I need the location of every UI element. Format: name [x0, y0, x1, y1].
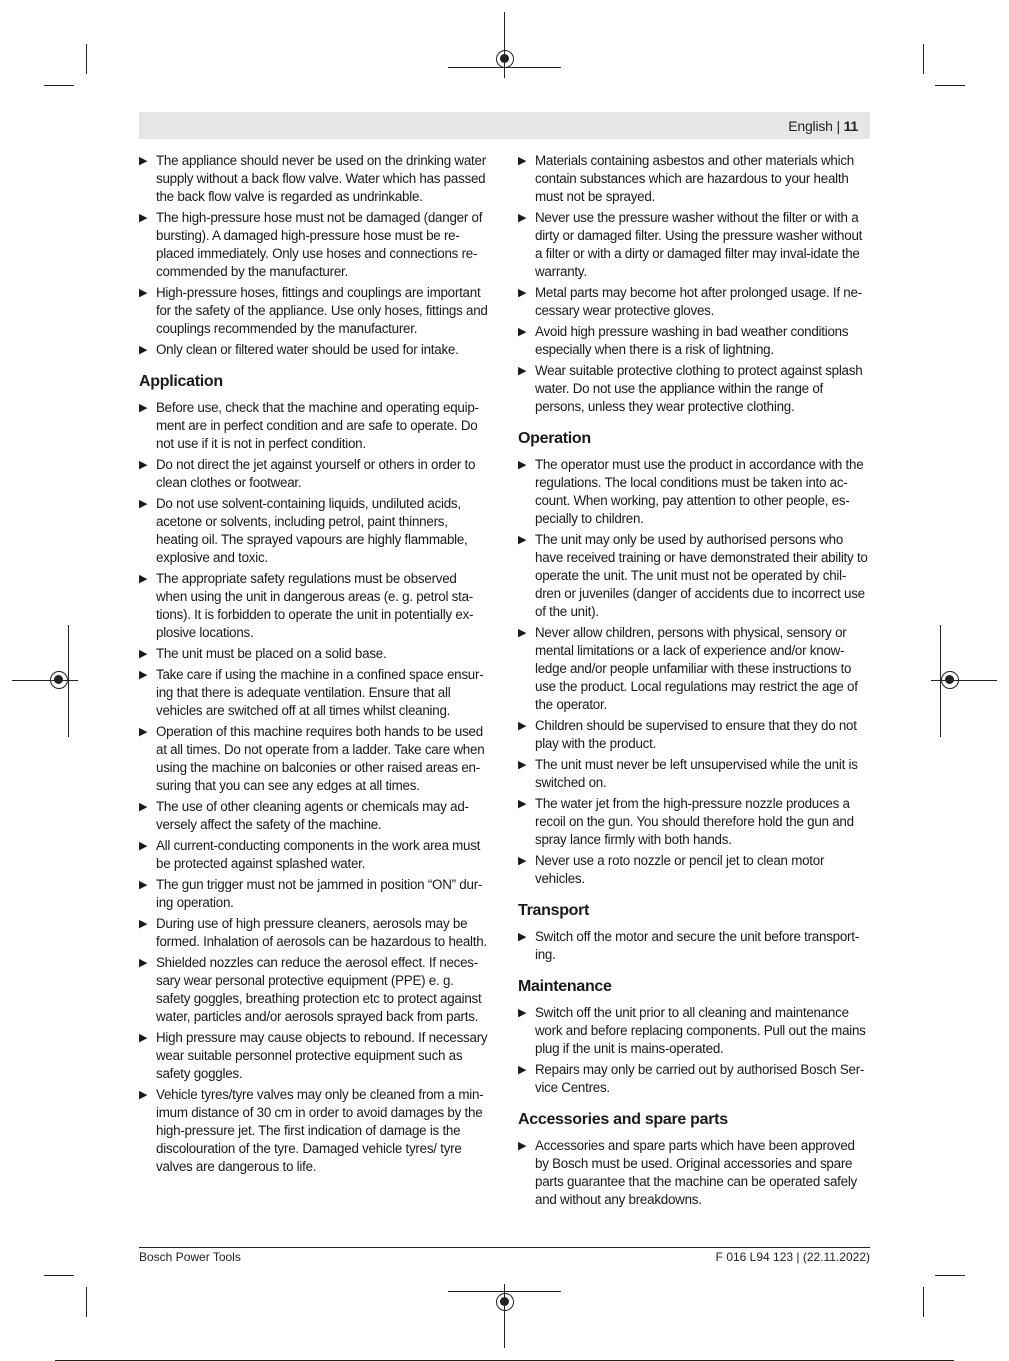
list-item — [139, 570, 491, 642]
list-item — [139, 666, 491, 720]
list-item — [518, 456, 870, 528]
list-item-text: Wear suitable protective clothing to protect against splash water. Do not use the appliance within the range of persons, unless they wear protective clothing. — [535, 363, 863, 414]
bullet-triangle-icon: ▶ — [139, 801, 148, 813]
accessories-heading: Accessories and spare parts — [518, 1111, 728, 1128]
list-item-text: Do not direct the jet against yourself or others in order to clean clothes or footwear. — [156, 457, 476, 490]
registration-mark-bottom-icon — [496, 1293, 514, 1311]
right-column — [518, 152, 870, 1212]
bullet-triangle-icon: ▶ — [518, 1007, 527, 1019]
application-heading: Application — [139, 373, 223, 390]
bullet-triangle-icon: ▶ — [518, 720, 527, 732]
bullet-triangle-icon: ▶ — [518, 365, 527, 377]
right-intro-list — [518, 152, 870, 416]
footer-rule — [139, 1247, 870, 1248]
list-item — [518, 756, 870, 792]
list-item-text: The appropriate safety regulations must be observed when using the unit in dangerous areas (e. g. petrol sta-tions). It is forbidden to operate the unit in potentially ex-plosive locations. — [156, 571, 474, 640]
operation-list — [518, 456, 870, 888]
list-item — [139, 645, 491, 663]
list-item-text: All current-conducting components in the work area must be protected against splashed water. — [156, 838, 481, 871]
list-item-text: The unit must never be left unsupervised while the unit is switched on. — [535, 757, 858, 790]
list-item-text: The water jet from the high-pressure nozzle produces a recoil on the gun. You should therefore hold the gun and spray lance firmly with both hands. — [535, 796, 854, 847]
list-item — [518, 795, 870, 849]
bullet-triangle-icon: ▶ — [139, 669, 148, 681]
list-item-text: The use of other cleaning agents or chemicals may ad-versely affect the safety of the machine. — [156, 799, 469, 832]
list-item-text: Avoid high pressure washing in bad weather conditions especially when there is a risk of lightning. — [535, 324, 849, 357]
list-item — [518, 1137, 870, 1209]
bullet-triangle-icon: ▶ — [518, 287, 527, 299]
list-item — [139, 399, 491, 453]
bullet-triangle-icon: ▶ — [139, 1032, 148, 1044]
application-list — [139, 399, 491, 1176]
list-item — [518, 531, 870, 621]
list-item-text: Switch off the motor and secure the unit before transport-ing. — [535, 929, 859, 962]
list-item-text: Operation of this machine requires both hands to be used at all times. Do not operate from a ladder. Take care when using the machine on balconies or other raised areas en-suring that you can see any edges at all times. — [156, 724, 485, 793]
list-item — [518, 1004, 870, 1058]
list-item — [518, 852, 870, 888]
list-item — [139, 1029, 491, 1083]
list-item-text: The unit may only be used by authorised persons who have received training or have demonstrated their ability to operate the unit. The unit must not be operated by chil-dren or juveniles (danger of accidents due to incorrect use of the unit). — [535, 532, 868, 619]
footer-brand: Bosch Power Tools — [139, 1250, 241, 1264]
registration-mark-top-icon — [496, 50, 514, 68]
bullet-triangle-icon: ▶ — [518, 155, 527, 167]
list-item — [139, 915, 491, 951]
list-item-text: Never use the pressure washer without the filter or with a dirty or damaged filter. Using the pressure washer without a filter or with a dirty or damaged filter may inval-idate the warranty. — [535, 210, 863, 279]
page-header — [139, 112, 870, 139]
list-item — [139, 209, 491, 281]
left-intro-list — [139, 152, 491, 359]
list-item — [139, 798, 491, 834]
list-item-text: Before use, check that the machine and operating equip-ment are in perfect condition and are safe to operate. Do not use if it is not in perfect condition. — [156, 400, 479, 451]
bullet-triangle-icon: ▶ — [518, 627, 527, 639]
transport-heading: Transport — [518, 902, 590, 919]
header-separator: | — [836, 118, 840, 134]
list-item — [139, 954, 491, 1026]
list-item-text: Children should be supervised to ensure that they do not play with the product. — [535, 718, 857, 751]
left-column — [139, 152, 491, 1179]
bullet-triangle-icon: ▶ — [139, 344, 148, 356]
list-item — [139, 1086, 491, 1176]
list-item — [518, 717, 870, 753]
list-item — [518, 928, 870, 964]
list-item-text: Accessories and spare parts which have been approved by Bosch must be used. Original accessories and spare parts guarantee that the machine can be operated safely and without any breakdowns. — [535, 1138, 857, 1207]
bullet-triangle-icon: ▶ — [139, 957, 148, 969]
footer-doc-number: F 016 L94 123 | (22.11.2022) — [715, 1250, 870, 1264]
list-item — [518, 1061, 870, 1097]
accessories-list — [518, 1137, 870, 1209]
bullet-triangle-icon: ▶ — [518, 212, 527, 224]
list-item — [139, 456, 491, 492]
list-item — [139, 495, 491, 567]
list-item-text: Do not use solvent-containing liquids, undiluted acids, acetone or solvents, including petrol, paint thinners, heating oil. The sprayed vapours are highly flammable, explosive and toxic. — [156, 496, 468, 565]
bullet-triangle-icon: ▶ — [139, 1089, 148, 1101]
list-item — [139, 152, 491, 206]
bullet-triangle-icon: ▶ — [139, 459, 148, 471]
list-item — [139, 876, 491, 912]
list-item-text: High pressure may cause objects to rebound. If necessary wear suitable personnel protective equipment such as safety goggles. — [156, 1030, 488, 1081]
list-item-text: Take care if using the machine in a confined space ensur-ing that there is adequate ventilation. Ensure that all vehicles are switched off at all times whilst cleaning. — [156, 667, 484, 718]
list-item-text: Switch off the unit prior to all cleaning and maintenance work and before replacing components. Pull out the mains plug if the unit is mains-operated. — [535, 1005, 866, 1056]
list-item-text: The appliance should never be used on the drinking water supply without a back flow valve. Water which has passed the back flow valve is regarded as undrinkable. — [156, 153, 486, 204]
list-item — [139, 284, 491, 338]
list-item-text: During use of high pressure cleaners, aerosols may be formed. Inhalation of aerosols can be hazardous to health. — [156, 916, 487, 949]
bullet-triangle-icon: ▶ — [139, 648, 148, 660]
list-item — [518, 624, 870, 714]
bullet-triangle-icon: ▶ — [139, 155, 148, 167]
list-item-text: High-pressure hoses, fittings and couplings are important for the safety of the appliance. Use only hoses, fittings and couplings recommended by the manufacturer. — [156, 285, 488, 336]
list-item-text: Never allow children, persons with physical, sensory or mental limitations or a lack of experience and/or know-ledge and/or people unfamiliar with these instructions to use the product. Local regulations may restrict the age of the operator. — [535, 625, 858, 712]
bullet-triangle-icon: ▶ — [518, 326, 527, 338]
list-item — [139, 723, 491, 795]
bullet-triangle-icon: ▶ — [518, 1064, 527, 1076]
list-item-text: The operator must use the product in accordance with the regulations. The local conditions must be taken into ac-count. When working, pay attention to other people, es-pecially to children. — [535, 457, 864, 526]
list-item-text: Only clean or filtered water should be used for intake. — [156, 342, 459, 357]
bullet-triangle-icon: ▶ — [139, 573, 148, 585]
list-item-text: Metal parts may become hot after prolonged usage. If ne-cessary wear protective gloves. — [535, 285, 862, 318]
bullet-triangle-icon: ▶ — [139, 212, 148, 224]
list-item — [518, 323, 870, 359]
maintenance-list — [518, 1004, 870, 1097]
maintenance-heading: Maintenance — [518, 978, 612, 995]
list-item-text: Never use a roto nozzle or pencil jet to clean motor vehicles. — [535, 853, 825, 886]
list-item-text: The unit must be placed on a solid base. — [156, 646, 387, 661]
header-language: English — [788, 118, 833, 134]
bullet-triangle-icon: ▶ — [518, 534, 527, 546]
bullet-triangle-icon: ▶ — [518, 1140, 527, 1152]
list-item-text: The gun trigger must not be jammed in position “ON” dur-ing operation. — [156, 877, 483, 910]
page-number: 11 — [843, 118, 858, 134]
bullet-triangle-icon: ▶ — [139, 879, 148, 891]
bullet-triangle-icon: ▶ — [518, 798, 527, 810]
list-item — [518, 152, 870, 206]
list-item-text: Materials containing asbestos and other materials which contain substances which are hazardous to your health must not be sprayed. — [535, 153, 854, 204]
bullet-triangle-icon: ▶ — [139, 402, 148, 414]
bullet-triangle-icon: ▶ — [139, 726, 148, 738]
bullet-triangle-icon: ▶ — [139, 498, 148, 510]
bullet-triangle-icon: ▶ — [139, 918, 148, 930]
list-item — [139, 837, 491, 873]
bullet-triangle-icon: ▶ — [139, 840, 148, 852]
bullet-triangle-icon: ▶ — [139, 287, 148, 299]
list-item — [518, 209, 870, 281]
list-item — [139, 341, 491, 359]
operation-heading: Operation — [518, 430, 591, 447]
transport-list — [518, 928, 870, 964]
registration-mark-left-icon — [50, 671, 68, 689]
bullet-triangle-icon: ▶ — [518, 759, 527, 771]
bullet-triangle-icon: ▶ — [518, 931, 527, 943]
list-item-text: The high-pressure hose must not be damaged (danger of bursting). A damaged high-pressure hose must be re-placed immediately. Only use hoses and connections re-commended by the manufacturer. — [156, 210, 483, 279]
list-item — [518, 284, 870, 320]
list-item-text: Vehicle tyres/tyre valves may only be cleaned from a min-imum distance of 30 cm in order to avoid damages by the high-pressure jet. The first indication of damage is the discolouration of the tyre. Damaged vehicle tyres/ tyre valves are dangerous to life. — [156, 1087, 484, 1174]
list-item-text: Shielded nozzles can reduce the aerosol effect. If neces-sary wear personal protective equipment (PPE) e. g. safety goggles, breathing protection etc to protect against water, particles and/or aerosols sprayed back from parts. — [156, 955, 482, 1024]
list-item-text: Repairs may only be carried out by authorised Bosch Ser-vice Centres. — [535, 1062, 865, 1095]
bullet-triangle-icon: ▶ — [518, 459, 527, 471]
registration-mark-right-icon — [941, 671, 959, 689]
bullet-triangle-icon: ▶ — [518, 855, 527, 867]
header-text — [788, 118, 858, 134]
list-item — [518, 362, 870, 416]
